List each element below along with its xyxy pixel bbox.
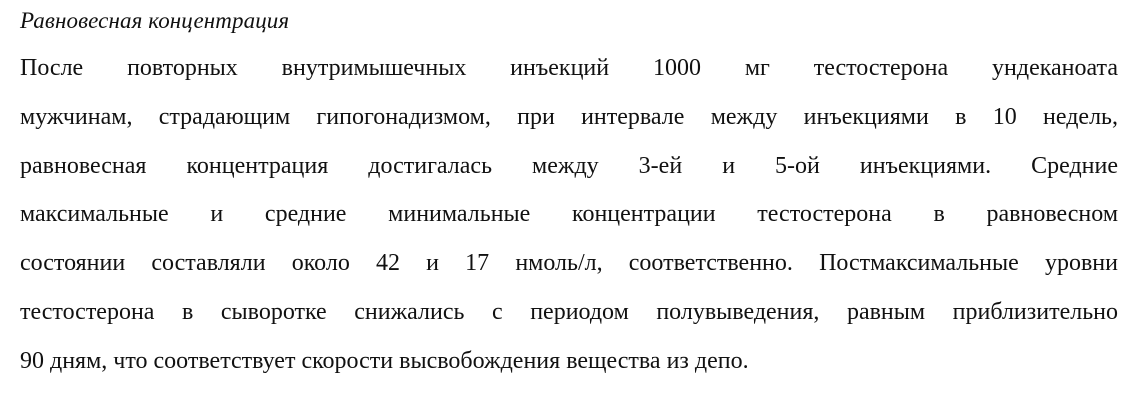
paragraph-line: 90 дням, что соответствует скорости высвобождения вещества из депо. [20,347,749,374]
paragraph-line: тестостерона в сыворотке снижались с периодом полувыведения, равным приблизительно [20,298,1118,325]
paragraph-line: максимальные и средние минимальные концентрации тестостерона в равновесном [20,201,1118,228]
paragraph-line: мужчинам, страдающим гипогонадизмом, при интервале между инъекциями в 10 недель, [20,103,1118,130]
body-paragraph [20,44,1118,386]
section-heading: Равновесная концентрация [20,8,290,33]
document-section [20,0,1118,386]
paragraph-line: равновесная концентрация достигалась между 3-ей и 5-ой инъекциями. Средние [20,152,1118,179]
paragraph-line: состоянии составляли около 42 и 17 нмоль/л, соответственно. Постмаксимальные уровни [20,250,1118,277]
paragraph-line: После повторных внутримышечных инъекций 1000 мг тестостерона ундеканоата [20,55,1118,81]
